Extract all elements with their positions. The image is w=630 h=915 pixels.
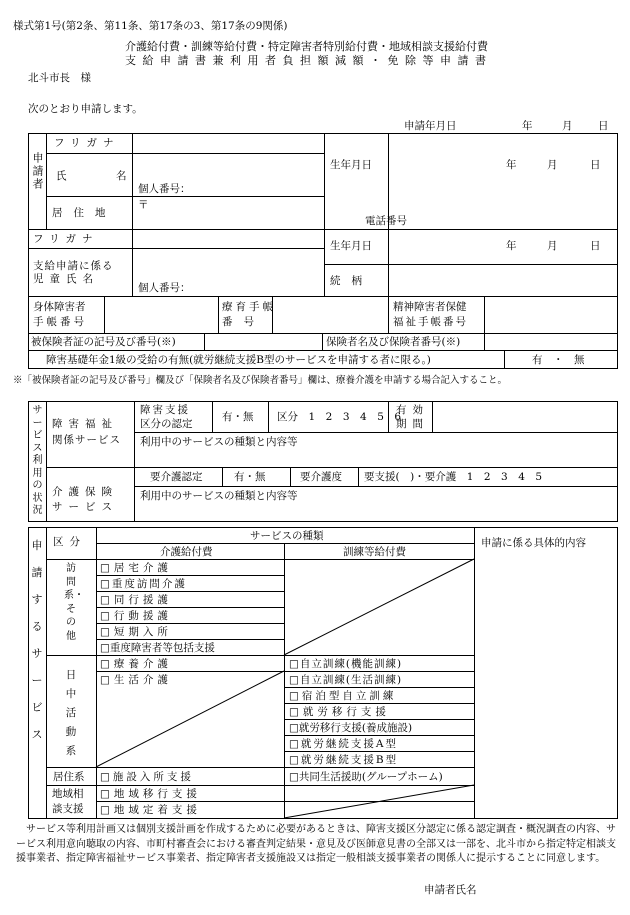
child-birth-month: 月: [547, 240, 558, 252]
child-mynumber-label: 個人番号：: [138, 282, 191, 294]
item-facility-support[interactable]: □施設入所支援: [100, 771, 194, 783]
insurer-label: 保険者名及び保険者番号(※): [326, 336, 461, 348]
item-life-care[interactable]: □生活介護: [100, 674, 172, 686]
ryoiku-handbook-label-1: 療育手帳: [222, 301, 276, 313]
item-life-training[interactable]: □自立訓練(生活訓練): [289, 674, 403, 686]
item-short-stay[interactable]: □短期入所: [100, 626, 172, 638]
training-pay-header: 訓練等給付費: [343, 546, 406, 558]
mental-handbook-label-2: 福祉手帳番号: [393, 316, 468, 328]
consent-text: サービス等利用計画又は個別支援計画を作成するために必要があるときは、障害支援区分認定に係る認定調査・概況調査の内容、サービス利用意向聴取の内容、市町村審査会における審査判定結果・意見及び医師意見書の全部又は一部を、北斗市から指定特定相談支援事業者、指定障害福祉サービス事業者、指定障害者支援施設又は指定一般相談支援事業者の関係人に提示することに同意します。: [16, 824, 616, 864]
item-group-home[interactable]: □共同生活援助(グループホーム): [289, 771, 443, 783]
item-residential-training[interactable]: □宿泊型自立訓練: [289, 690, 397, 702]
care-pay-header: 介護給付費: [160, 546, 213, 558]
form-number: 様式第1号(第2条、第11条、第17条の3、第17条の9関係): [13, 20, 288, 32]
community-group-label-2: 談支援: [52, 803, 84, 815]
item-community-transition[interactable]: □地域移行支援: [100, 788, 201, 800]
item-home-care[interactable]: □居宅介護: [100, 562, 172, 574]
visit-group-label: 訪問系・その他: [64, 563, 84, 642]
applicant-birth-year: 年: [506, 159, 517, 171]
item-accompany-support[interactable]: □同行援護: [100, 594, 172, 606]
insured-number-label: 被保険者証の記号及び番号(※): [31, 336, 176, 348]
care-insurance-label-1: 介護保険: [52, 486, 118, 498]
signature-label: 申請者氏名: [424, 884, 477, 896]
care-in-use-label: 利用中のサービスの種類と内容等: [140, 490, 298, 502]
item-behavior-support[interactable]: □行動援護: [100, 610, 172, 622]
date-year: 年: [522, 120, 533, 132]
applicant-furigana-label: フリガナ: [54, 137, 120, 149]
applicant-name-label-2: 名: [116, 170, 127, 182]
welfare-service-label-1: 障害福祉: [52, 418, 118, 430]
support-cert-label-2: 区分の認定: [140, 418, 193, 430]
mental-handbook-label-1: 精神障害者保健: [393, 301, 467, 313]
item-employment-transition-facility[interactable]: □就労移行支援(養成施設): [289, 722, 413, 734]
category-header: 区分: [53, 536, 86, 548]
pension-question: 障害基礎年金1級の受給の有無(就労継続支援B型のサービスを申請する者に限る。): [46, 354, 431, 366]
care-level-scale: 要支援( )・要介護 1 2 3 4 5: [364, 471, 543, 483]
form-title-line2: 支給申請書兼利用者負担額減額・免除等申請書: [125, 54, 493, 67]
child-name-label-1: 支給申請に係る: [33, 260, 114, 272]
applicant-section-label: 申請者: [31, 152, 44, 191]
services-section-label: 申請するサービス: [31, 539, 43, 741]
physical-handbook-label-2: 手帳番号: [33, 316, 87, 328]
date-label: 申請年月日: [404, 120, 457, 132]
welfare-service-label-2: 関係サービス: [52, 434, 121, 446]
care-cert-yesno: 有・無: [234, 471, 266, 483]
date-day: 日: [598, 120, 609, 132]
applicant-birth-day: 日: [590, 159, 601, 171]
child-birth-label: 生年月日: [330, 240, 372, 252]
item-employment-continuation-b[interactable]: □就労継続支援B型: [289, 754, 399, 766]
care-insurance-label-2: サービス: [52, 501, 118, 513]
valid-period-label-1: 有効: [396, 404, 429, 416]
child-furigana-label: フリガナ: [33, 233, 99, 245]
child-birth-year: 年: [506, 240, 517, 252]
valid-period-label-2: 期間: [396, 418, 429, 430]
applicant-name-label: 氏: [56, 170, 67, 182]
insurance-note: ※「被保険者証の記号及び番号」欄及び「保険者名及び保険者番号」欄は、療養介護を申請する場合記入すること。: [13, 375, 508, 386]
care-level-label: 要介護度: [300, 471, 342, 483]
child-relation-label: 続柄: [330, 275, 373, 287]
item-medical-care[interactable]: □療養介護: [100, 658, 172, 670]
physical-handbook-label-1: 身体障害者: [33, 301, 86, 313]
residential-group-label: 居住系: [53, 771, 85, 783]
pension-options: 有 ・ 無: [532, 354, 585, 366]
item-employment-continuation-a[interactable]: □就労継続支援A型: [289, 738, 399, 750]
item-employment-transition[interactable]: □就労移行支援: [289, 706, 390, 718]
welfare-in-use-label: 利用中のサービスの種類と内容等: [140, 436, 298, 448]
applicant-birth-label: 生年月日: [330, 159, 372, 171]
item-comprehensive-support[interactable]: □重度障害者等包括支援: [100, 642, 215, 654]
item-severe-home-visit[interactable]: □重度訪問介護: [100, 578, 187, 590]
usage-section-label: サービス利用の状況: [32, 405, 43, 516]
applicant-mynumber-label: 個人番号：: [138, 183, 191, 195]
applicant-address-label: 居住地: [52, 207, 117, 219]
support-cert-yesno: 有・無: [222, 411, 254, 423]
care-cert-label: 要介護認定: [150, 471, 203, 483]
ryoiku-handbook-label-2: 番号: [222, 316, 265, 328]
support-cert-label-1: 障害支援: [140, 404, 190, 416]
applicant-birth-month: 月: [547, 159, 558, 171]
phone-label: 電話番号: [365, 215, 407, 227]
service-kinds-header: サービスの種類: [250, 530, 324, 542]
support-division-scale: 区分 1 2 3 4 5 6: [277, 411, 402, 423]
item-community-settlement[interactable]: □地域定着支援: [100, 804, 201, 816]
form-title-line1: 介護給付費・訓練等給付費・特定障害者特別給付費・地域相談支援給付費: [125, 40, 488, 53]
postal-mark: 〒: [138, 199, 149, 211]
community-group-label-1: 地域相: [52, 788, 84, 800]
intro-text: 次のとおり申請します。: [28, 103, 143, 115]
item-functional-training[interactable]: □自立訓練(機能訓練): [289, 658, 403, 670]
date-month: 月: [562, 120, 573, 132]
details-header: 申請に係る具体的内容: [481, 537, 586, 549]
child-name-label-2: 児童氏名: [33, 273, 99, 285]
child-birth-day: 日: [590, 240, 601, 252]
addressee: 北斗市長 様: [28, 72, 91, 84]
day-group-label: 日中活動系: [65, 669, 77, 757]
